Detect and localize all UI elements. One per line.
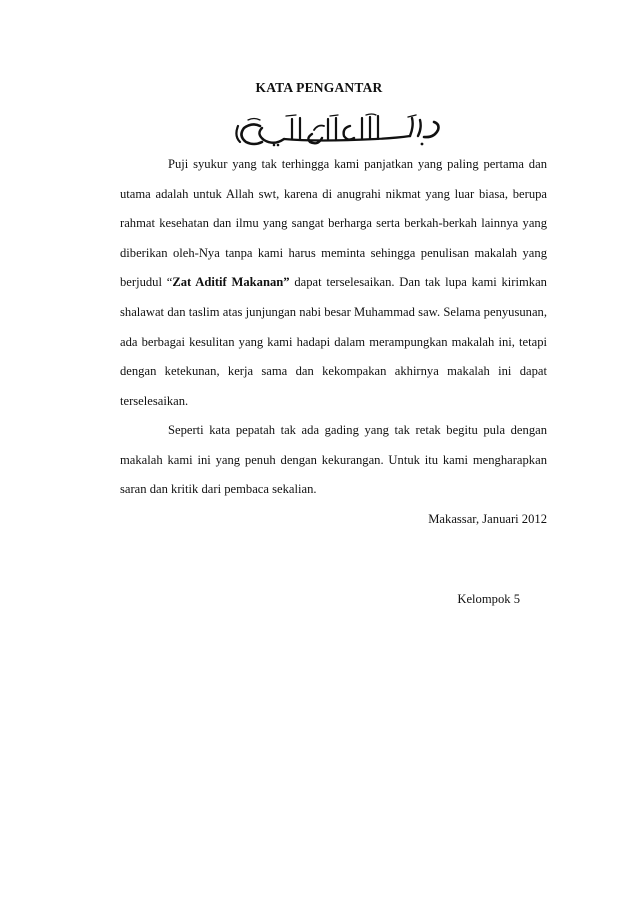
basmala-calligraphy [226, 112, 448, 148]
page-title: KATA PENGANTAR [255, 80, 383, 95]
paragraph-intro-text-b: dapat terselesaikan. Dan tak lupa kami kirimkan shalawat dan taslim atas junjungan nabi besar Muhammad saw. Selama penyusunan, ada berbagai kesulitan yang kami hadapi dalam merampungkan makalah ini, tetapi dengan ketekunan, kerja sama dan kekompakan akhirnya makalah ini dapat terselesaikan. [120, 275, 547, 408]
place-date: Makassar, Januari 2012 [428, 512, 547, 526]
paragraph-intro-text-a: Puji syukur yang tak terhingga kami panjatkan yang paling pertama dan utama adalah untuk Allah swt, karena di anugrahi nikmat yang luar biasa, berupa rahmat kesehatan dan ilmu yang sangat berharga serta berkah-berkah lainnya yang diberikan oleh-Nya tanpa kami harus meminta sehingga penulisan makalah yang berjudul “ [120, 157, 547, 290]
paragraph-intro [120, 150, 547, 416]
paper-title-bold: Zat Aditif Makanan” [172, 275, 290, 290]
signature-group: Kelompok 5 [457, 592, 520, 606]
paragraph-closing: Seperti kata pepatah tak ada gading yang tak retak begitu pula dengan makalah kami ini yang penuh dengan kekurangan. Untuk itu kami mengharapkan saran dan kritik dari pembaca sekalian. [120, 423, 547, 497]
